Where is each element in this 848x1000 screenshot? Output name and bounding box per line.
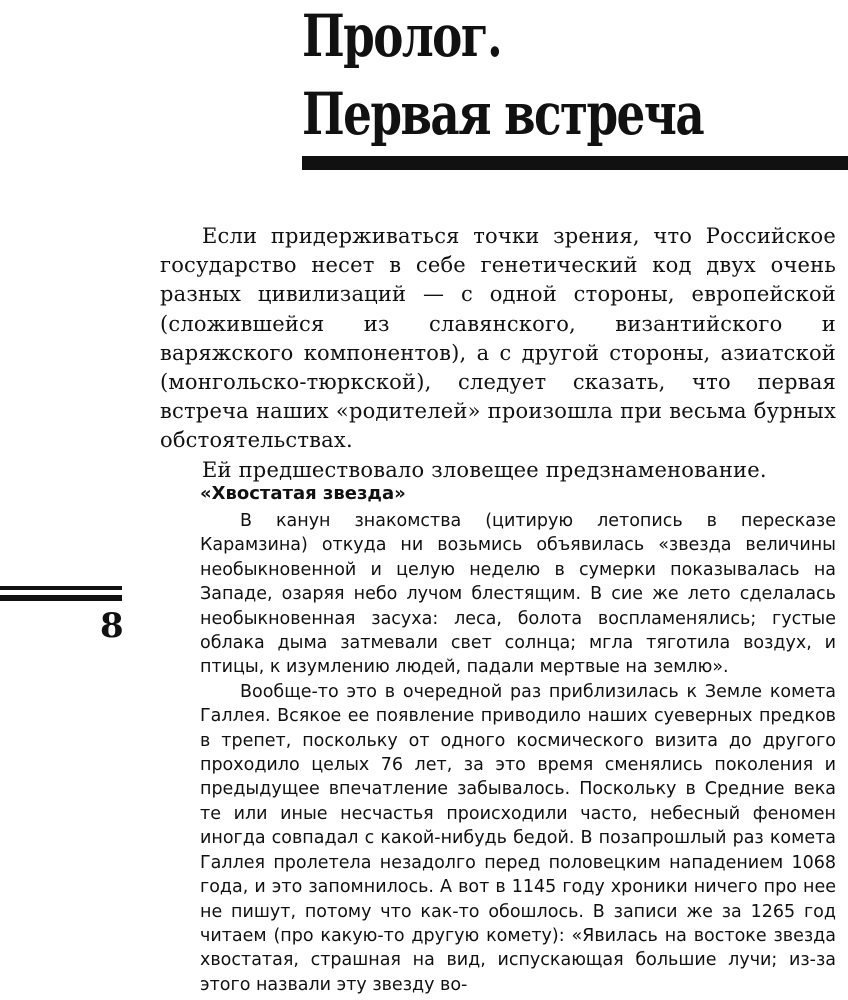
- section-comet: [200, 482, 836, 997]
- chapter-title-line-1: Пролог.: [302, 2, 502, 70]
- page-marker-rule: [0, 595, 122, 601]
- section-heading: «Хвостатая звезда»: [200, 483, 406, 504]
- body-paragraph: Вообще-то это в очередной раз приблизилась к Земле комета Галлея. Всякое ее появление приводило наших суеверных предков в трепет, поскольку от одного космического визита до другого проходило целых 76 лет, за это время сменялись поколения и предыдущее впечатление забывалось. Поскольку в Средние века те или иные несчастья происходили часто, небесный феномен иногда совпадал с какой-нибудь бедой. В позапрошлый раз комета Галлея пролетела незадолго перед половецким нападением 1068 года, и это запомнилось. А вот в 1145 году хроники ничего про нее не пишут, потому что как-то обошлось. В записи же за 1265 год читаем (про какую-то другую комету): «Явилась на востоке звезда хвостатая, страшная на вид, испускающая большие лучи; из-за этого назвали эту звезду во-: [200, 681, 836, 995]
- intro-paragraph: Если придерживаться точки зрения, что Российское государство несет в себе генетический код двух очень разных цивилизаций — с одной стороны, европейской (сложившейся из славянского, византийского и варяжского компонентов), а с другой стороны, азиатской (монгольско-тюркской), следует сказать, что первая встреча наших «родителей» произошла при весьма бурных обстоятельствах.: [160, 224, 836, 453]
- intro-text: [160, 222, 836, 485]
- page-number: 8: [100, 606, 124, 646]
- body-paragraph: В канун знакомства (цитирую летопись в пересказе Карамзина) откуда ни возьмись объявилась «звезда величины необыкновенной и целую неделю в сумерки показывалась на Западе, озаряя небо лучом блестящим. В сие же лето сделалась необыкновенная засуха: леса, болота воспламенялись; густые облака дыма затмевали свет солнца; мгла тяготила воздух, и птицы, к изумлению людей, падали мертвые на землю».: [200, 511, 836, 678]
- chapter-title-line-2: Первая встреча: [302, 80, 704, 148]
- title-underline-rule: [302, 156, 848, 170]
- page-marker-rule: [0, 586, 122, 590]
- intro-paragraph: Ей предшествовало зловещее предзнаменование.: [202, 457, 767, 482]
